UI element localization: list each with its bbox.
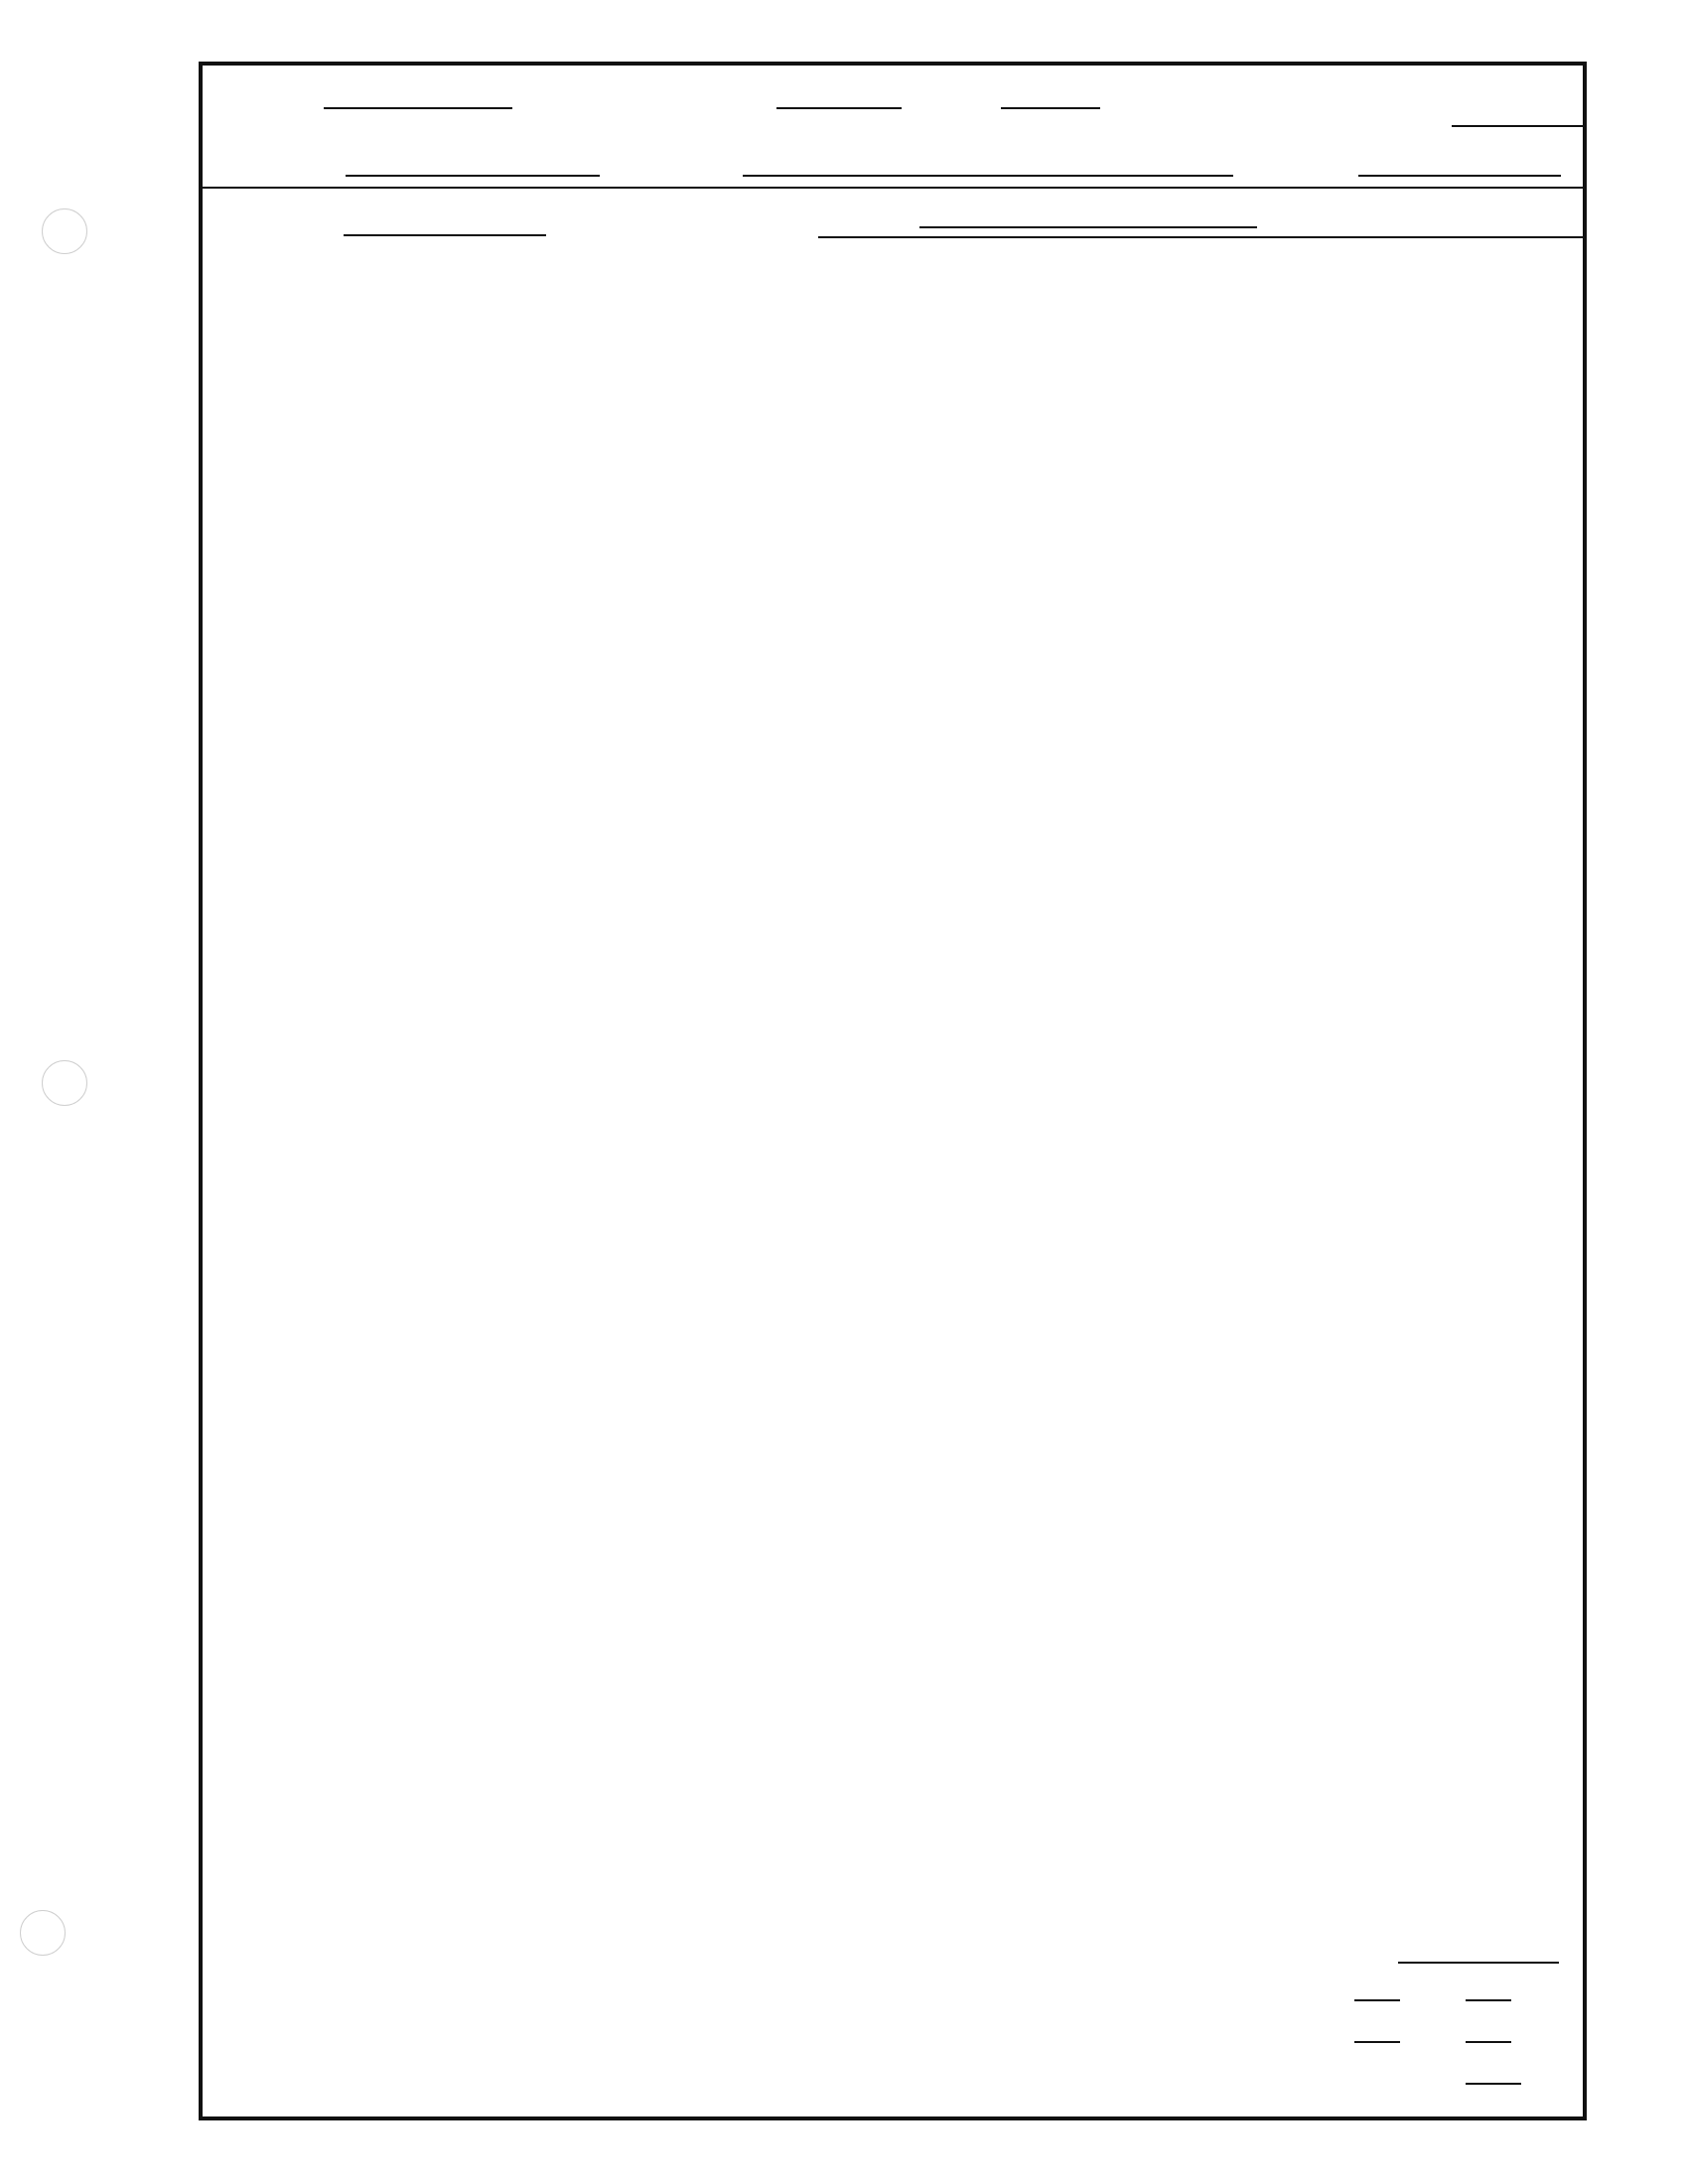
time-line	[1047, 2116, 1122, 2118]
date-line	[852, 2116, 931, 2118]
wet-rotary-from-line	[1354, 2041, 1400, 2043]
dry-auger-from-line	[1354, 1999, 1400, 2001]
signature-line	[1172, 2116, 1569, 2118]
dry-auger-to-line	[1466, 1999, 1511, 2001]
wet-rotary-to-line	[1466, 2041, 1511, 2043]
caved-at-line	[663, 2116, 743, 2118]
water-first-noticed-line	[1466, 2083, 1521, 2085]
boring-sealed-line	[1398, 1962, 1559, 1964]
